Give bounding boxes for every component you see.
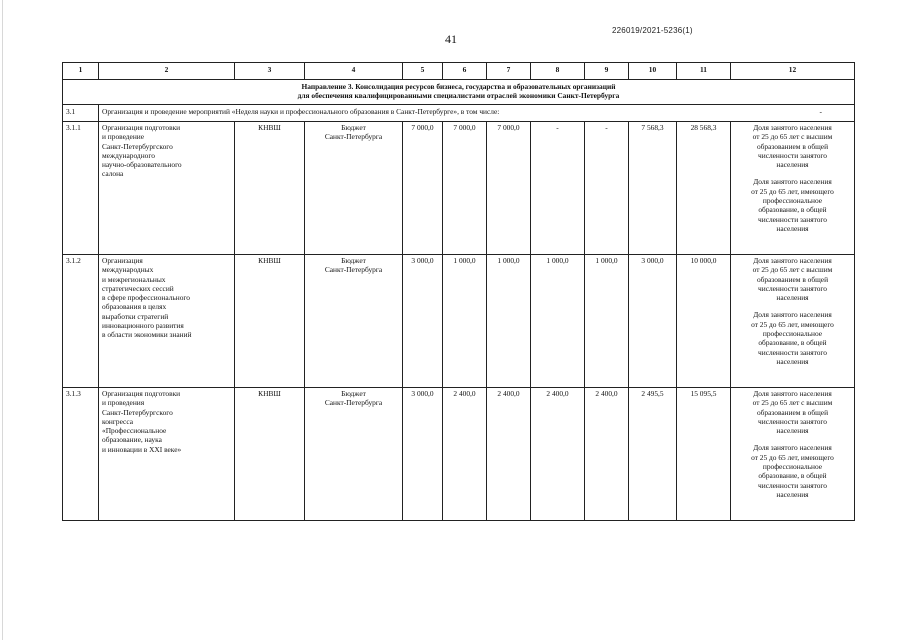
column-header: 8 — [531, 63, 585, 80]
text-line: Санкт-Петербурга — [324, 265, 383, 275]
text-line: населения — [776, 160, 809, 170]
text-line: Доля занятого населения — [753, 443, 832, 453]
value-col5: 3 000,0 — [403, 388, 443, 521]
text-line: населения — [776, 223, 809, 233]
text-line: от 25 до 65 лет, имеющего — [751, 319, 834, 329]
activity-name — [99, 388, 235, 521]
text-line: международных — [102, 265, 154, 275]
text-line: Доля занятого населения — [753, 123, 832, 132]
value-total: 10 000,0 — [677, 255, 731, 388]
column-header: 4 — [305, 63, 403, 80]
column-header: 3 — [235, 63, 305, 80]
text-line: Санкт-Петербурга — [324, 132, 383, 142]
value-col9: 1 000,0 — [585, 255, 629, 388]
direction-line: для обеспечения квалифицированными специалистами отраслей экономики Санкт-Петербурга — [297, 91, 620, 101]
text-line: «Профессиональное — [102, 426, 167, 436]
text-line: Санкт-Петербурга — [324, 398, 383, 408]
text-line: Бюджет — [341, 256, 366, 265]
text-line: численности занятого — [758, 480, 827, 490]
text-line: численности занятого — [758, 347, 827, 357]
value-col9: - — [585, 122, 629, 255]
section-row — [63, 105, 855, 122]
text-line: стратегических сессий — [102, 283, 174, 293]
section-text: Организация и проведение мероприятий «Неделя науки и профессионального образования в Санкт-Петербурге», в том числе: — [102, 107, 500, 116]
value-col8: - — [531, 122, 585, 255]
text-line: образования в целях — [102, 302, 167, 312]
text-line: Санкт-Петербургского — [102, 141, 173, 151]
column-header: 11 — [677, 63, 731, 80]
text-line: и проведения — [102, 398, 145, 408]
value-col8: 2 400,0 — [531, 388, 585, 521]
text-line: и проведение — [102, 132, 145, 142]
row-number: 3.1.1 — [63, 122, 99, 255]
text-line: от 25 до 65 лет с высшим — [752, 265, 833, 275]
text-line: конгресса — [102, 416, 133, 426]
text-line: и межрегиональных — [102, 274, 166, 284]
text-line: профессиональное — [762, 462, 823, 472]
funding-source — [305, 255, 403, 388]
text-line: Бюджет — [341, 123, 366, 132]
column-header: 2 — [99, 63, 235, 80]
text-line: в области экономики знаний — [102, 330, 192, 340]
row-number: 3.1.2 — [63, 255, 99, 388]
text-line: Доля занятого населения — [753, 256, 832, 265]
value-col7: 2 400,0 — [487, 388, 531, 521]
column-header: 6 — [443, 63, 487, 80]
text-line: профессиональное — [762, 329, 823, 339]
text-line: образованием в общей — [756, 141, 829, 151]
indicators — [731, 122, 855, 255]
value-col10: 3 000,0 — [629, 255, 677, 388]
table-row — [63, 122, 855, 255]
section-trail: - — [819, 107, 822, 116]
text-line: Организация подготовки — [102, 389, 181, 398]
column-header: 1 — [63, 63, 99, 80]
text-line: выработки стратегий — [102, 311, 169, 321]
text-line: в сфере профессионального — [102, 293, 190, 303]
column-header: 10 — [629, 63, 677, 80]
column-header: 9 — [585, 63, 629, 80]
funding-source — [305, 122, 403, 255]
value-col10: 2 495,5 — [629, 388, 677, 521]
text-line: образованием в общей — [756, 407, 829, 417]
text-line: салона — [102, 169, 124, 179]
row-number: 3.1.3 — [63, 388, 99, 521]
text-line: населения — [776, 426, 809, 436]
column-header: 5 — [403, 63, 443, 80]
section-number: 3.1 — [63, 105, 99, 122]
executor: КНВШ — [235, 388, 305, 521]
program-table — [62, 62, 855, 521]
activity-name — [99, 255, 235, 388]
value-col8: 1 000,0 — [531, 255, 585, 388]
text-line: населения — [776, 293, 809, 303]
text-line: численности занятого — [758, 416, 827, 426]
indicators — [731, 388, 855, 521]
text-line: научно-образовательного — [102, 160, 182, 170]
value-col5: 7 000,0 — [403, 122, 443, 255]
funding-source — [305, 388, 403, 521]
text-line: численности занятого — [758, 214, 827, 224]
column-header: 12 — [731, 63, 855, 80]
text-line: образованием в общей — [756, 274, 829, 284]
table-row — [63, 388, 855, 521]
value-total: 28 568,3 — [677, 122, 731, 255]
text-line: Доля занятого населения — [753, 310, 832, 320]
text-line: Организация подготовки — [102, 123, 181, 132]
text-line: и инновации в XXI веке» — [102, 444, 182, 454]
column-number-row — [63, 63, 855, 80]
text-line: образование, в общей — [758, 338, 827, 348]
text-line: численности занятого — [758, 150, 827, 160]
text-line: от 25 до 65 лет с высшим — [752, 398, 833, 408]
section-title — [99, 105, 855, 122]
text-line: Доля занятого населения — [753, 389, 832, 398]
text-line: от 25 до 65 лет, имеющего — [751, 186, 834, 196]
text-line: населения — [776, 489, 809, 499]
value-col7: 1 000,0 — [487, 255, 531, 388]
text-line: образование, в общей — [758, 205, 827, 215]
value-col5: 3 000,0 — [403, 255, 443, 388]
table-row — [63, 255, 855, 388]
text-line: населения — [776, 356, 809, 366]
document-number: 226019/2021-5236(1) — [612, 26, 693, 35]
indicators — [731, 255, 855, 388]
direction-heading — [63, 80, 855, 105]
value-col9: 2 400,0 — [585, 388, 629, 521]
text-line: Санкт-Петербургского — [102, 407, 173, 417]
text-line: инновационного развития — [102, 321, 184, 331]
executor: КНВШ — [235, 255, 305, 388]
scan-edge — [2, 0, 3, 640]
activity-name — [99, 122, 235, 255]
text-line: от 25 до 65 лет с высшим — [752, 132, 833, 142]
value-col10: 7 568,3 — [629, 122, 677, 255]
text-line: профессиональное — [762, 196, 823, 206]
text-line: международного — [102, 150, 155, 160]
value-col6: 7 000,0 — [443, 122, 487, 255]
text-line: Организация — [102, 256, 143, 265]
value-col7: 7 000,0 — [487, 122, 531, 255]
text-line: от 25 до 65 лет, имеющего — [751, 452, 834, 462]
direction-line: Направление 3. Консолидация ресурсов бизнеса, государства и образовательных организаций — [301, 82, 616, 91]
value-col6: 1 000,0 — [443, 255, 487, 388]
text-line: образование, в общей — [758, 471, 827, 481]
text-line: Бюджет — [341, 389, 366, 398]
value-total: 15 095,5 — [677, 388, 731, 521]
direction-row — [63, 80, 855, 105]
executor: КНВШ — [235, 122, 305, 255]
value-col6: 2 400,0 — [443, 388, 487, 521]
text-line: образование, наука — [102, 435, 162, 445]
text-line: Доля занятого населения — [753, 177, 832, 187]
text-line: численности занятого — [758, 283, 827, 293]
column-header: 7 — [487, 63, 531, 80]
page-number: 41 — [445, 32, 457, 46]
